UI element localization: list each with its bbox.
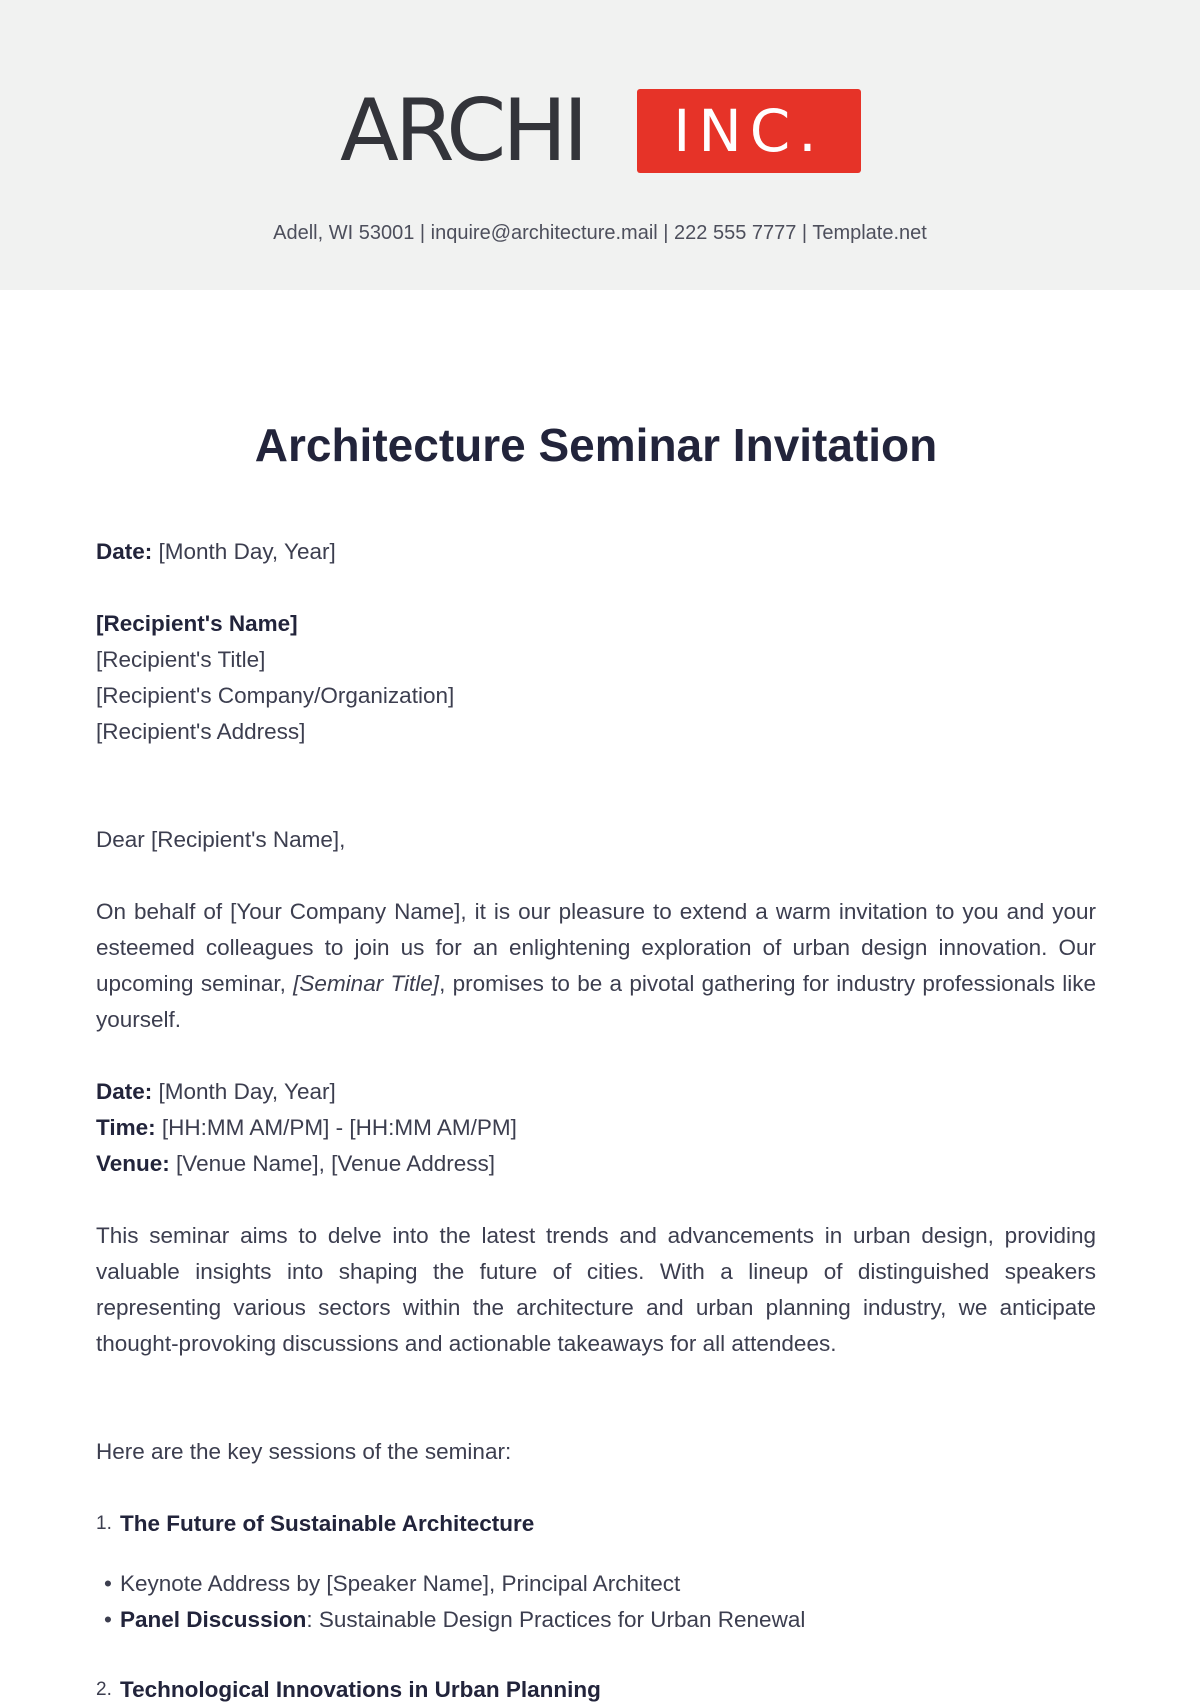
session-1-number: 1.	[96, 1513, 112, 1534]
session-1-bullet-2	[96, 1602, 1096, 1638]
session-1-panel-label: Panel Discussion	[120, 1607, 307, 1632]
intro-text-2: , promises to be a pivotal gathering for industry professionals like yourself.	[96, 971, 1096, 1032]
seminar-title-placeholder: [Seminar Title]	[293, 971, 440, 996]
page-title: Architecture Seminar Invitation	[254, 419, 938, 471]
event-venue-value: [Venue Name], [Venue Address]	[176, 1151, 496, 1176]
session-1-heading	[96, 1506, 1096, 1542]
letter-date-value: [Month Day, Year]	[158, 539, 336, 564]
session-2-number: 2.	[96, 1679, 112, 1700]
recipient-address: [Recipient's Address]	[96, 719, 306, 744]
logo-badge-text: INC.	[673, 97, 825, 165]
event-date	[96, 1074, 1096, 1110]
bullet-icon: •	[104, 1571, 112, 1596]
logo-badge	[637, 89, 861, 173]
recipient-name: [Recipient's Name]	[96, 611, 298, 636]
event-venue	[96, 1146, 1096, 1182]
salutation: Dear [Recipient's Name],	[96, 827, 346, 852]
company-logo	[340, 81, 861, 181]
event-date-value: [Month Day, Year]	[158, 1079, 336, 1104]
intro-text-1: On behalf of [Your Company Name], it is our pleasure to extend a warm invitation to you and your esteemed colleagues to join us for an enlightening exploration of urban design innovation. Our upcoming seminar,	[96, 899, 1096, 996]
bullet-icon: •	[104, 1607, 112, 1632]
event-date-label: Date:	[96, 1079, 153, 1104]
session-2-heading	[96, 1672, 1096, 1708]
event-time-label: Time:	[96, 1115, 156, 1140]
recipient-title: [Recipient's Title]	[96, 647, 266, 672]
sessions-intro: Here are the key sessions of the seminar:	[96, 1439, 512, 1464]
letter-date	[96, 534, 1096, 570]
letter-date-label: Date:	[96, 539, 153, 564]
description-paragraph: This seminar aims to delve into the latest trends and advancements in urban design, providing valuable insights into shaping the future of cities. With a lineup of distinguished speakers representing various sectors within the architecture and urban planning industry, we anticipate thought-provoking discussions and actionable takeaways for all attendees.	[96, 1223, 1096, 1356]
contact-line: Adell, WI 53001 | inquire@architecture.mail | 222 555 7777 | Template.net	[273, 222, 927, 244]
event-time-value: [HH:MM AM/PM] - [HH:MM AM/PM]	[161, 1115, 517, 1140]
intro-paragraph	[96, 894, 1096, 1038]
letterhead	[0, 0, 1200, 290]
session-1-bullet-1	[96, 1566, 1096, 1602]
recipient-company: [Recipient's Company/Organization]	[96, 683, 455, 708]
session-1-title: The Future of Sustainable Architecture	[120, 1511, 535, 1536]
session-2-title: Technological Innovations in Urban Planning	[120, 1677, 601, 1702]
event-venue-label: Venue:	[96, 1151, 170, 1176]
logo-wordmark: ARCHI	[340, 81, 585, 181]
event-time	[96, 1110, 1096, 1146]
session-1-keynote: Keynote Address by [Speaker Name], Principal Architect	[120, 1571, 681, 1596]
session-1-panel-value: : Sustainable Design Practices for Urban Renewal	[306, 1607, 806, 1632]
